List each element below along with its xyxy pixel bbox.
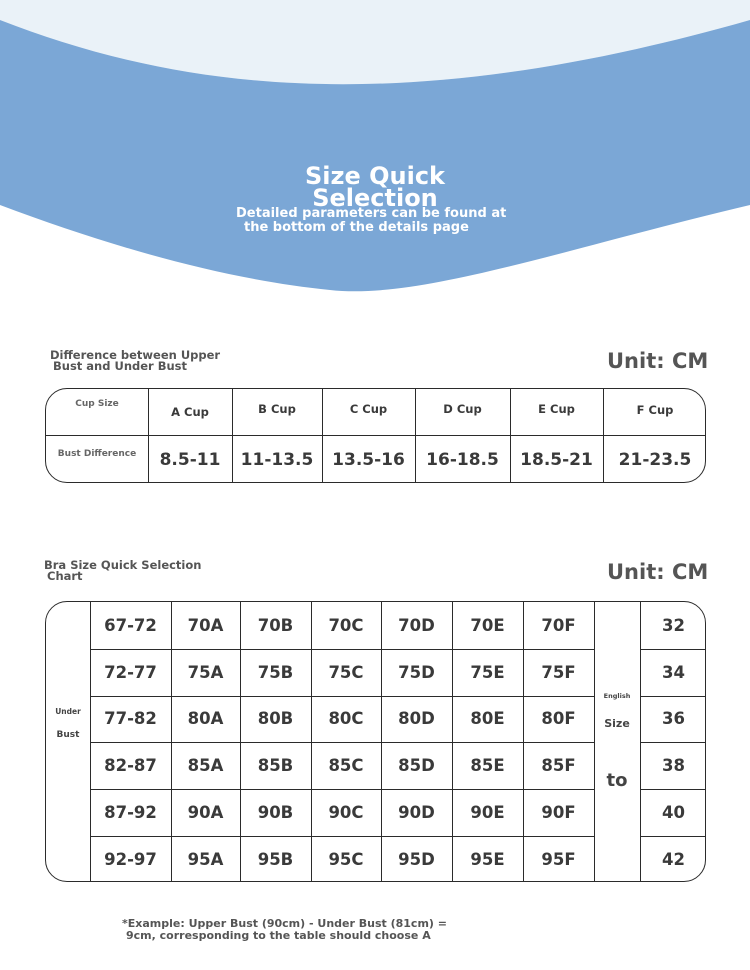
bra-size-cell: 75B bbox=[257, 662, 294, 682]
bra-size-cell: 95A bbox=[187, 849, 224, 869]
bra-table-label: Bra Size Quick Selection Chart bbox=[44, 558, 202, 583]
english-size-cell: 36 bbox=[662, 709, 685, 729]
banner-title: Size Quick Selection bbox=[304, 162, 445, 212]
under-bust-range: 72-77 bbox=[104, 662, 157, 682]
bra-size-cell: 75D bbox=[398, 662, 435, 682]
under-bust-range: 87-92 bbox=[104, 803, 157, 823]
cup-size-label: Cup Size bbox=[75, 399, 119, 409]
bra-size-cell: 90D bbox=[398, 803, 435, 823]
bra-size-cell: 70E bbox=[470, 615, 505, 635]
bra-size-cell: 85B bbox=[257, 756, 294, 776]
cup-e: E Cup bbox=[538, 402, 575, 416]
bra-size-cell: 95D bbox=[398, 849, 435, 869]
banner-subtitle: Detailed parameters can be found at the bottom of the details page bbox=[236, 206, 507, 235]
bra-size-cell: 75C bbox=[328, 662, 364, 682]
cup-size-table bbox=[45, 388, 706, 483]
bra-size-cell: 80E bbox=[470, 709, 505, 729]
diff-c: 13.5-16 bbox=[332, 450, 405, 470]
under-bust-range: 67-72 bbox=[104, 615, 157, 635]
bra-size-cell: 85C bbox=[328, 756, 364, 776]
english-size-cell: 32 bbox=[662, 615, 685, 635]
under-label: Under bbox=[55, 707, 81, 716]
diff-d: 16-18.5 bbox=[426, 450, 499, 470]
bra-size-cell: 75E bbox=[470, 662, 505, 682]
diff-e: 18.5-21 bbox=[520, 450, 593, 470]
english-size-cell: 38 bbox=[662, 756, 685, 776]
to-label: to bbox=[606, 770, 628, 791]
cup-c: C Cup bbox=[349, 402, 388, 416]
under-bust-range: 82-87 bbox=[104, 756, 157, 776]
bra-size-cell: 70C bbox=[328, 615, 364, 635]
under-bust-range: 92-97 bbox=[104, 849, 157, 869]
bra-size-cell: 95B bbox=[257, 849, 294, 869]
bra-size-cell: 70F bbox=[541, 615, 576, 635]
bra-size-cell: 80F bbox=[541, 709, 576, 729]
bra-size-cell: 90E bbox=[470, 803, 505, 823]
bra-unit: Unit: CM bbox=[607, 560, 709, 584]
example-note: *Example: Upper Bust (90cm) - Under Bust (81cm) = 9cm, corresponding to the table should choose A bbox=[122, 917, 447, 942]
bra-size-cell: 90A bbox=[187, 803, 224, 823]
cup-b: B Cup bbox=[258, 402, 296, 416]
size-label: Size bbox=[604, 717, 630, 730]
cup-d: D Cup bbox=[443, 402, 482, 416]
bust-label: Bust bbox=[56, 730, 80, 740]
english-size-cell: 42 bbox=[662, 849, 685, 869]
bra-size-cell: 70B bbox=[257, 615, 294, 635]
bra-size-cell: 75F bbox=[541, 662, 576, 682]
english-size-cell: 34 bbox=[662, 662, 685, 682]
bra-size-cell: 85E bbox=[470, 756, 505, 776]
bra-size-cell: 90B bbox=[257, 803, 294, 823]
bra-size-cell: 90F bbox=[541, 803, 576, 823]
cup-table-label: Difference between Upper Bust and Under Bust bbox=[50, 348, 221, 373]
bra-size-cell: 75A bbox=[187, 662, 224, 682]
header-banner bbox=[0, 0, 750, 300]
bra-size-cell: 95E bbox=[470, 849, 505, 869]
english-size-cell: 40 bbox=[662, 803, 685, 823]
bra-size-cell: 85F bbox=[541, 756, 576, 776]
bra-size-cell: 90C bbox=[328, 803, 364, 823]
bra-size-cell: 70A bbox=[187, 615, 224, 635]
bra-size-cell: 80A bbox=[187, 709, 224, 729]
under-bust-range: 77-82 bbox=[104, 709, 157, 729]
bra-size-cell: 95C bbox=[328, 849, 364, 869]
bra-size-cell: 80B bbox=[257, 709, 294, 729]
bra-size-cell: 85D bbox=[398, 756, 435, 776]
diff-b: 11-13.5 bbox=[240, 450, 314, 470]
cup-a: A Cup bbox=[171, 405, 209, 419]
bra-size-table bbox=[45, 601, 706, 882]
cup-f: F Cup bbox=[636, 403, 674, 417]
diff-a: 8.5-11 bbox=[159, 450, 221, 470]
bra-size-cell: 80C bbox=[328, 709, 364, 729]
english-label: English bbox=[603, 692, 631, 700]
diff-f: 21-23.5 bbox=[618, 450, 692, 470]
bra-size-cell: 85A bbox=[187, 756, 224, 776]
bust-difference-label: Bust Difference bbox=[57, 449, 137, 459]
bra-size-cell: 95F bbox=[541, 849, 576, 869]
cup-unit: Unit: CM bbox=[607, 349, 709, 373]
bra-size-cell: 80D bbox=[398, 709, 435, 729]
bra-size-cell: 70D bbox=[398, 615, 435, 635]
